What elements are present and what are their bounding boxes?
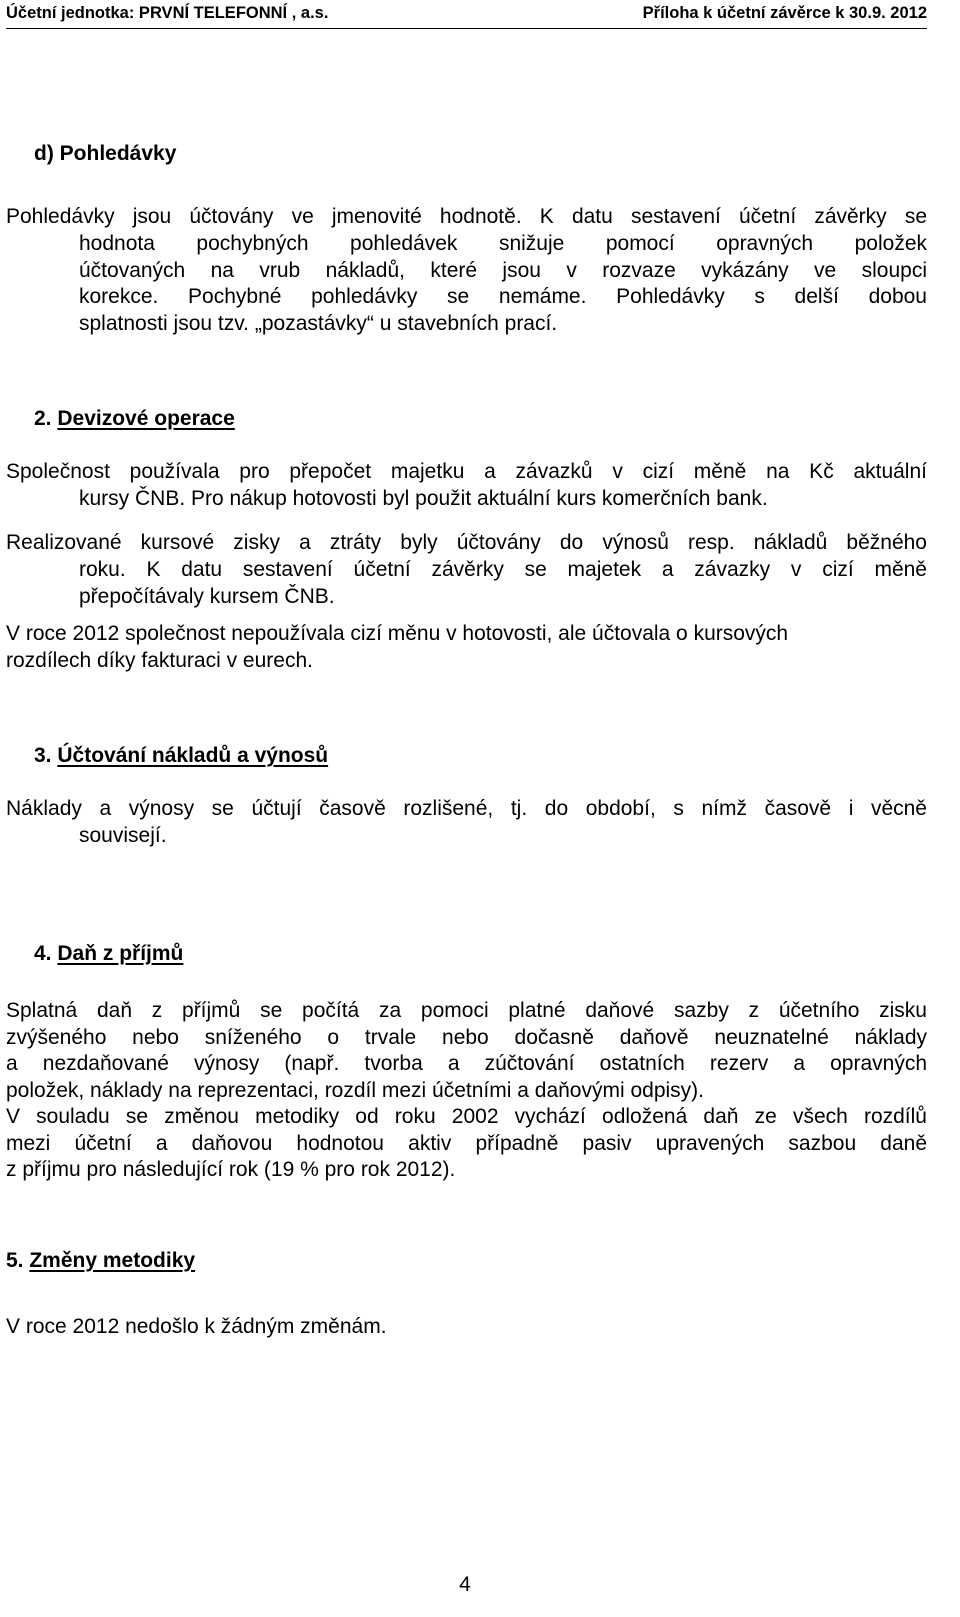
section-3-heading [34,744,328,768]
section-2-body-b [79,557,927,610]
header-attachment: Příloha k účetní závěrce k 30.9. 2012 [642,4,927,22]
section-3-number: 3. [34,744,52,767]
section-5-heading [6,1249,195,1273]
section-2-line-4: přepočítávaly kursem ČNB. [79,584,335,608]
section-d-line-0: Pohledávky jsou účtovány ve jmenovité hodnotě. K datu sestavení účetní závěrky se [6,205,927,228]
section-2-line-1-wrap [79,486,927,513]
section-4-title: Daň z příjmů [57,942,184,965]
section-d-line-3: korekce. Pochybné pohledávky se nemáme. Pohledávky s delší dobou [79,285,927,308]
section-4-line-0: Splatná daň z příjmů se počítá za pomoci platné daňové sazby z účetního zisku [6,999,927,1022]
section-d-line-0-wrap [6,204,927,231]
section-3-line-0-wrap [6,796,927,823]
section-d-line-2: účtovaných na vrub nákladů, které jsou v rozvaze vykázány ve sloupci [79,258,927,282]
page-header [6,4,927,29]
section-5-text: V roce 2012 nedošlo k žádným změnám. [6,1315,387,1338]
section-2-line-5: V roce 2012 společnost nepoužívala cizí měnu v hotovosti, ale účtovala o kursových [6,622,789,645]
section-d-title: d) Pohledávky [34,142,177,165]
section-d-line-1: hodnota pochybných pohledávek snižuje pomocí opravných položek [79,232,927,255]
section-4-number: 4. [34,942,52,965]
section-2-line-6: rozdílech díky fakturaci v eurech. [6,648,313,672]
section-5-number: 5. [6,1249,24,1272]
section-3-line-1-wrap [79,823,927,850]
section-4-line-6: z příjmu pro následující rok (19 % pro rok 2012). [6,1158,456,1181]
section-4-heading [34,942,183,966]
section-4-line-2: a nezdaňované výnosy (např. tvorba a zúčtování ostatních rezerv a opravných [6,1052,927,1075]
header-entity: Účetní jednotka: PRVNÍ TELEFONNÍ , a.s. [6,4,329,22]
section-4-body [6,998,927,1184]
page-number: 4 [459,1573,471,1596]
section-2-heading [34,407,235,431]
section-5-title: Změny metodiky [29,1249,196,1272]
section-4-line-3: položek, náklady na reprezentaci, rozdíl mezi účetními a daňovými odpisy). [6,1078,705,1102]
section-d-body [79,231,927,337]
section-4-line-4: V souladu se změnou metodiky od roku 2002 vychází odložená daň ze všech rozdílů [6,1105,927,1128]
section-2-title: Devizové operace [57,407,235,430]
section-2-line-1: kursy ČNB. Pro nákup hotovosti byl použit aktuální kurs komerčních bank. [79,487,768,510]
section-4-line-1: zvýšeného nebo sníženého o trvale nebo dočasně daňově neuznatelné náklady [6,1025,927,1049]
section-3-line-1: souvisejí. [79,824,167,847]
section-2-body-c [6,621,927,674]
section-2-line-2-wrap [6,530,927,557]
section-2-line-3: roku. K datu sestavení účetní závěrky se majetek a závazky v cizí měně [79,558,927,581]
section-2-line-0: Společnost používala pro přepočet majetku a závazků v cizí měně na Kč aktuální [6,460,927,483]
section-2-number: 2. [34,407,52,430]
section-4-line-5: mezi účetní a daňovou hodnotou aktiv případně pasiv upravených sazbou daně [6,1131,927,1155]
section-3-title: Účtování nákladů a výnosů [57,744,329,767]
section-2-line-2: Realizované kursové zisky a ztráty byly účtovány do výnosů resp. nákladů běžného [6,531,927,554]
section-2-line-0-wrap [6,459,927,486]
section-d-line-4: splatnosti jsou tzv. „pozastávky“ u stavebních prací. [79,311,558,335]
section-3-line-0: Náklady a výnosy se účtují časově rozlišené, tj. do období, s nímž časově i věcně [6,797,927,820]
